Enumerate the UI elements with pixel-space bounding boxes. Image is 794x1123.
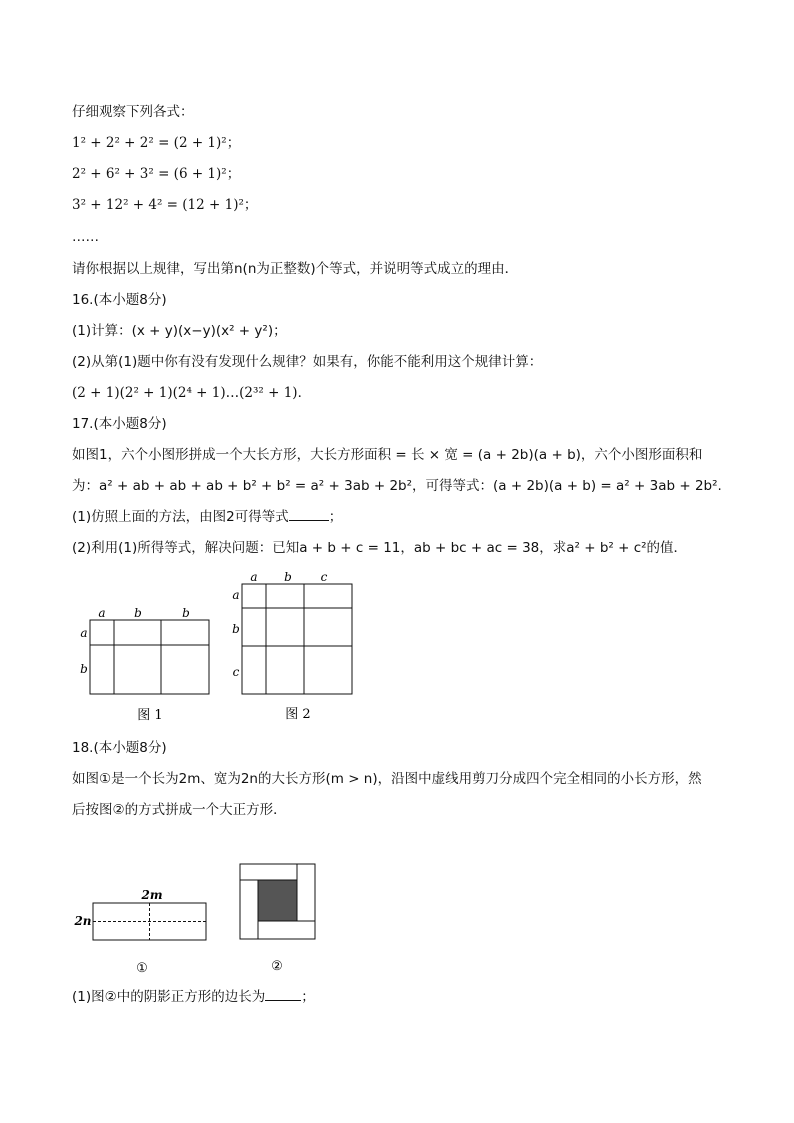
figure-q18-1-caption: ① bbox=[136, 961, 148, 976]
figure-1-outer-rect bbox=[90, 620, 209, 694]
q17-part2: (2)利用(1)所得等式，解决问题：已知a + b + c = 11，ab + bc + ac = 38，求a² + b² + c²的值． bbox=[72, 540, 688, 556]
q18-desc1: 如图①是一个长为2m、宽为2n的大长方形(m > n)，沿图中虚线用剪刀分成四个完全相同的小长方形，然 bbox=[72, 771, 702, 787]
ellipsis: …… bbox=[72, 229, 99, 245]
q18-part1-end: ； bbox=[301, 989, 315, 1005]
q17-part1-end: ； bbox=[328, 509, 343, 525]
q17-desc2: 为：a² + ab + ab + ab + b² + b² = a² + 3ab + 2b²，可得等式：(a + 2b)(a + b) = a² + 3ab + 2b². bbox=[72, 478, 722, 494]
figure-2-left-label-a: a bbox=[232, 588, 240, 602]
equation-3: 3² + 12² + 4² = (12 + 1)²； bbox=[72, 197, 258, 213]
figure-2-left-label-c: c bbox=[232, 665, 240, 679]
figure-1-left-label-b: b bbox=[80, 662, 88, 676]
figure-q18-2 bbox=[235, 860, 320, 975]
q18-part1-text: (1)图②中的阴影正方形的边长为 bbox=[72, 989, 266, 1005]
q17-part1 bbox=[72, 508, 342, 526]
answer-blank-q18[interactable] bbox=[265, 988, 301, 1001]
q16-header: 16.(本小题8分) bbox=[72, 292, 167, 308]
figure-2-top-label-a: a bbox=[250, 570, 258, 584]
q16-part2: (2)从第(1)题中你有没有发现什么规律？如果有，你能不能利用这个规律计算： bbox=[72, 354, 543, 370]
figure-q18-2-caption: ② bbox=[271, 959, 283, 974]
q17-desc1: 如图1，六个小图形拼成一个大长方形，大长方形面积 = 长 × 宽 = (a + 2b)(a + b)，六个小图形面积和 bbox=[72, 447, 703, 463]
figure-2-caption: 图 2 bbox=[285, 707, 311, 722]
figure-2-outer-square bbox=[242, 584, 352, 694]
figure-q18-1 bbox=[72, 885, 212, 975]
figure-1-top-label-b2: b bbox=[182, 606, 190, 620]
figure-2-top-label-b: b bbox=[284, 570, 292, 584]
q16-part3: (2 + 1)(2² + 1)(2⁴ + 1)…(2³² + 1)． bbox=[72, 385, 312, 401]
figure-1-top-label-b1: b bbox=[134, 606, 142, 620]
q18-desc2: 后按图②的方式拼成一个大正方形． bbox=[72, 802, 287, 818]
figure-q18-2-svg bbox=[235, 860, 320, 975]
figure-1-caption: 图 1 bbox=[137, 708, 163, 723]
equation-1: 1² + 2² + 2² = (2 + 1)²； bbox=[72, 135, 241, 151]
q16-part1: (1)计算：(x + y)(x−y)(x² + y²)； bbox=[72, 323, 287, 339]
intro-prompt: 请你根据以上规律，写出第n(n为正整数)个等式，并说明等式成立的理由． bbox=[72, 261, 519, 277]
q17-header: 17.(本小题8分) bbox=[72, 416, 167, 432]
figure-2-left-label-b: b bbox=[232, 622, 240, 636]
q17-part1-text: (1)仿照上面的方法，由图2可得等式 bbox=[72, 509, 289, 525]
figure-q18-1-svg bbox=[72, 885, 212, 975]
figure-2 bbox=[228, 570, 358, 725]
intro-text: 仔细观察下列各式： bbox=[72, 104, 194, 120]
figure-2-top-label-c: c bbox=[320, 570, 328, 584]
q18-part1 bbox=[72, 988, 315, 1006]
figure-1 bbox=[75, 603, 215, 725]
figure-2-svg bbox=[228, 570, 358, 725]
figure-1-svg bbox=[75, 603, 215, 725]
shaded-square bbox=[258, 880, 297, 921]
figure-1-top-label-a: a bbox=[98, 606, 106, 620]
figure-q18-1-width-label: 2m bbox=[141, 888, 163, 902]
equation-2: 2² + 6² + 3² = (6 + 1)²； bbox=[72, 166, 241, 182]
figure-q18-1-height-label: 2n bbox=[74, 914, 92, 928]
q18-header: 18.(本小题8分) bbox=[72, 740, 167, 756]
answer-blank[interactable] bbox=[289, 508, 329, 521]
figure-1-left-label-a: a bbox=[80, 626, 88, 640]
